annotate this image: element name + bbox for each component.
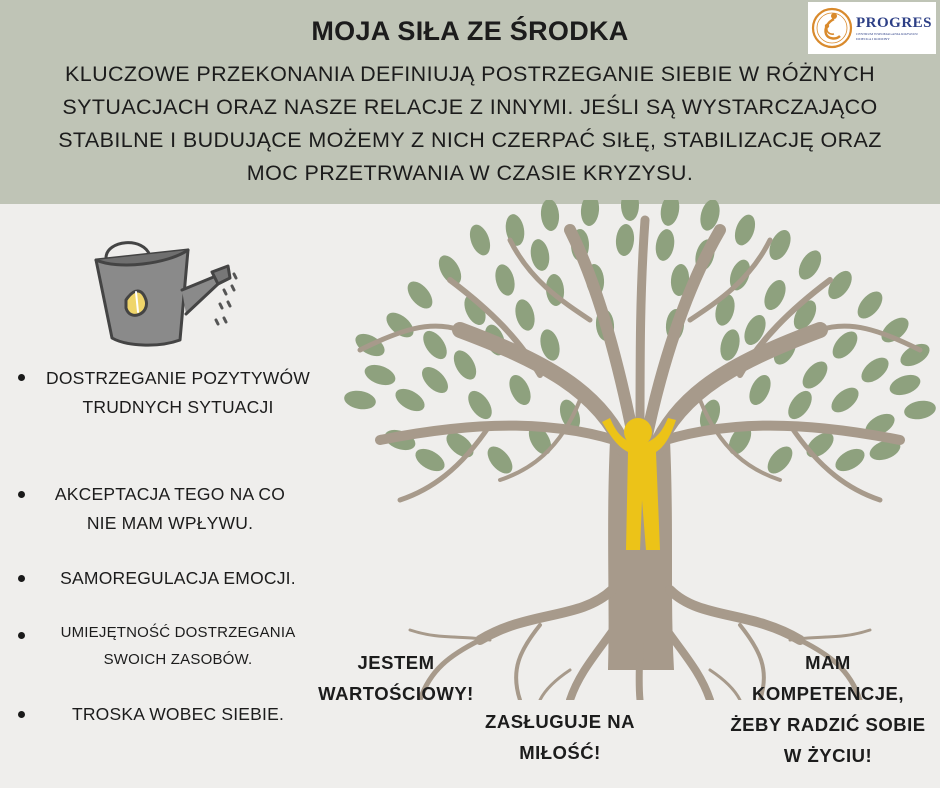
leaf (403, 277, 437, 313)
leaf (449, 347, 481, 384)
leaf (827, 383, 863, 417)
leaf (615, 223, 636, 256)
tree-illustration (340, 200, 940, 700)
bullet-icon (18, 575, 25, 582)
leaf (828, 327, 862, 363)
leaf (505, 372, 535, 409)
bullet-icon (18, 374, 25, 381)
leaf (731, 212, 759, 248)
leaf (760, 277, 790, 314)
leaf (887, 371, 923, 399)
leaf (763, 442, 797, 478)
leaf (857, 353, 893, 387)
list-item: DOSTRZEGANIE POZYTYWÓW TRUDNYCH SYTUACJI (46, 368, 310, 417)
logo-tagline: CENTRUM WSPOMAGANIA ROZWOJU DZIECKA I RODZINY (856, 32, 918, 41)
list-item: SAMOREGULACJA EMOCJI. (60, 568, 296, 588)
bullet-icon (18, 491, 25, 498)
leaf (794, 247, 826, 284)
quote-right: MAM KOMPETENCJE, ŻEBY RADZIĆ SOBIE W ŻYCIU! (730, 652, 926, 766)
watering-can-icon (88, 230, 248, 358)
page-title: MOJA SIŁA ZE ŚRODKA (311, 16, 629, 46)
bullet-icon (18, 632, 25, 639)
leaf (463, 387, 496, 424)
quote-middle: ZASŁUGUJE NA MIŁOŚĆ! (485, 711, 635, 763)
logo-name: PROGRES (856, 15, 933, 31)
progres-logo (808, 2, 936, 54)
leaf (580, 200, 601, 227)
leaf (823, 267, 856, 304)
leaf (540, 200, 561, 232)
leaf (798, 357, 832, 393)
list-item: AKCEPTACJA TEGO NA CO NIE MAM WPŁYWU. (54, 484, 286, 533)
page-subtitle: KLUCZOWE PRZEKONANIA DEFINIUJĄ POSTRZEGANIE SIEBIE W RÓŻNYCH SYTUACJACH ORAZ NASZE RELACJE Z INNYMI. JEŚLI SĄ WYSTARCZAJĄCO STABILNE I BUDUJĄCE MOŻEMY Z NICH CZERPAĆ SIŁĘ, STABILIZACJĘ ORAZ MOC PRZETRWANIA W CZASIE KRYZYSU. (58, 62, 882, 185)
leaf (528, 238, 551, 273)
leaf (503, 213, 526, 248)
leaf (903, 398, 938, 421)
leaf (417, 362, 452, 397)
leaf (783, 387, 816, 424)
leaf (362, 361, 398, 389)
leaf (392, 384, 429, 416)
leaf (512, 297, 538, 333)
quote-left: JESTEM WARTOŚCIOWY! (318, 652, 474, 704)
leaf (412, 444, 449, 476)
leaf (653, 228, 676, 263)
progres-logo-icon (810, 4, 854, 52)
list-item: UMIEJĘTNOŚĆ DOSTRZEGANIA SWOICH ZASOBÓW. (60, 624, 296, 668)
leaf (492, 262, 518, 298)
header-banner (0, 0, 940, 204)
leaf (418, 327, 451, 364)
leaf (853, 287, 887, 323)
leaf (621, 200, 639, 221)
leaf (745, 372, 775, 409)
list-item: TROSKA WOBEC SIEBIE. (71, 704, 285, 724)
bullet-icon (18, 711, 25, 718)
leaf (343, 388, 378, 411)
leaf (483, 442, 517, 478)
leaf (832, 444, 869, 476)
leaf (466, 222, 494, 258)
leaf (658, 200, 681, 227)
